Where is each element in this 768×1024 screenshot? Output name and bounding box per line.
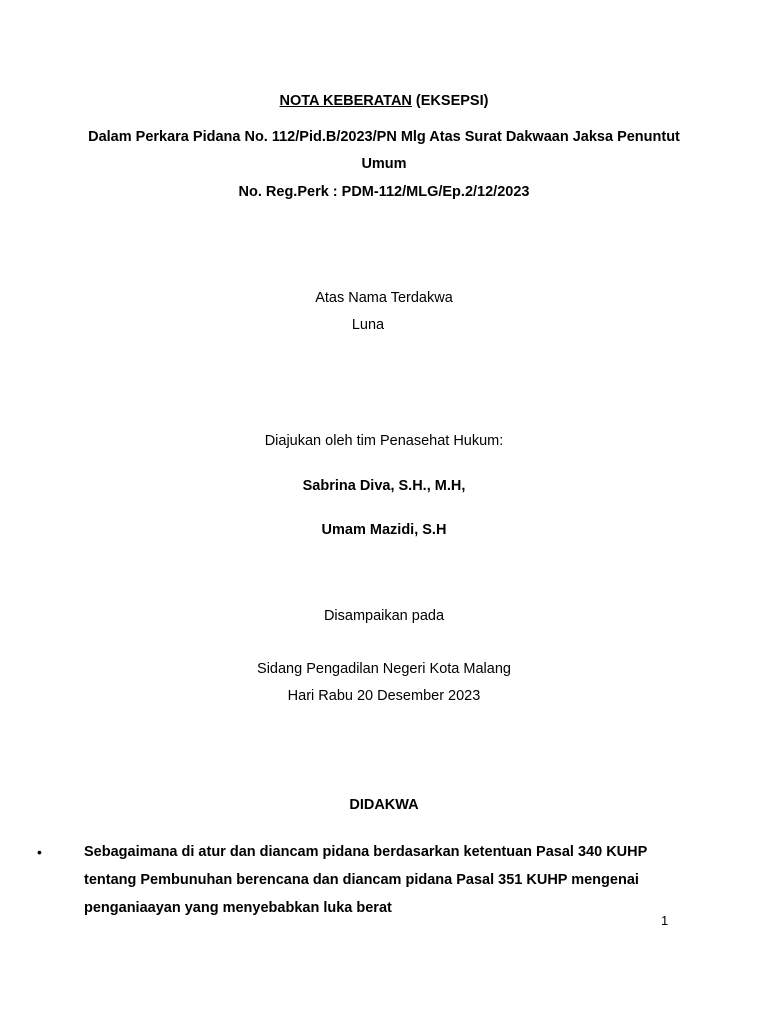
charge-paragraph: [84, 838, 724, 922]
charged-heading: DIDAKWA: [349, 797, 419, 813]
case-line-1: Dalam Perkara Pidana No. 112/Pid.B/2023/PN Mlg Atas Surat Dakwaan Jaksa Penuntut: [88, 129, 680, 145]
document-title-underlined: NOTA KEBERATAN: [279, 93, 412, 109]
delivered-at-label: Disampaikan pada: [323, 608, 445, 624]
on-behalf-label: Atas Nama Terdakwa: [315, 290, 453, 306]
document-title-suffix: (EKSEPSI): [411, 93, 489, 109]
court-name: Sidang Pengadilan Negeri Kota Malang: [257, 661, 511, 677]
counsel-name-2: Umam Mazidi, S.H: [321, 522, 447, 538]
submitted-by-label: Diajukan oleh tim Penasehat Hukum:: [264, 433, 504, 449]
charge-line: Sebagaimana di atur dan diancam pidana berdasarkan ketentuan Pasal 340 KUHP: [84, 844, 648, 860]
defendant-name: Luna: [351, 317, 385, 333]
counsel-name-1: Sabrina Diva, S.H., M.H,: [302, 478, 466, 494]
bullet-marker: •: [37, 844, 42, 860]
registration-number: No. Reg.Perk : PDM-112/MLG/Ep.2/12/2023: [238, 184, 530, 200]
charge-line: penganiaayan yang menyebabkan luka berat: [84, 900, 392, 916]
page-number: 1: [661, 913, 669, 928]
document-title: [0, 92, 768, 110]
case-line-2: Umum: [361, 156, 407, 172]
hearing-date: Hari Rabu 20 Desember 2023: [287, 688, 481, 704]
charge-line: tentang Pembunuhan berencana dan diancam pidana Pasal 351 KUHP mengenai: [84, 872, 639, 888]
